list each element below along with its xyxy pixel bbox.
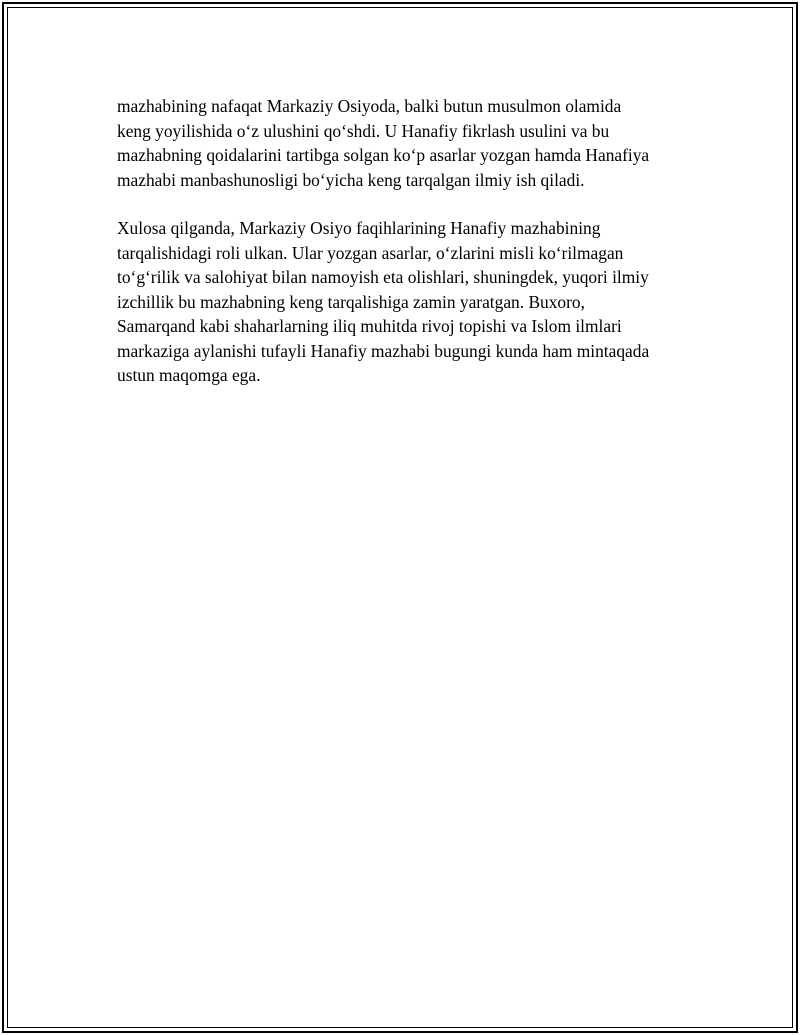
paragraph-line: ustun maqomga ega. (117, 365, 261, 385)
paragraph-line: tarqalishidagi roli ulkan. Ular yozgan asarlar, o‘zlarini misli ko‘rilmagan (117, 242, 624, 263)
document-body (117, 94, 697, 388)
paragraph-line: markaziga aylanishi tufayli Hanafiy mazhabi bugungi kunda ham mintaqada (117, 340, 650, 361)
paragraph-line: mazhabi manbashunosligi bo‘yicha keng tarqalgan ilmiy ish qiladi. (117, 169, 585, 190)
paragraph-line: mazhabning qoidalarini tartibga solgan ko‘p asarlar yozgan hamda Hanafiya (117, 145, 650, 165)
paragraph-line: to‘g‘rilik va salohiyat bilan namoyish eta olishlari, shuningdek, yuqori ilmiy (117, 267, 649, 287)
paragraph-1 (117, 94, 697, 192)
paragraph-line: keng yoyilishida o‘z ulushini qo‘shdi. U Hanafiy fikrlash usulini va bu (117, 120, 610, 141)
paragraph-line: mazhabining nafaqat Markaziy Osiyoda, balki butun musulmon olamida (117, 96, 622, 116)
paragraph-line: Xulosa qilganda, Markaziy Osiyo faqihlarining Hanafiy mazhabining (117, 218, 601, 238)
paragraph-line: Samarqand kabi shaharlarning iliq muhitda rivoj topishi va Islom ilmlari (117, 316, 622, 336)
paragraph-2 (117, 216, 697, 388)
paragraph-line: izchillik bu mazhabning keng tarqalishiga zamin yaratgan. Buxoro, (117, 291, 585, 312)
